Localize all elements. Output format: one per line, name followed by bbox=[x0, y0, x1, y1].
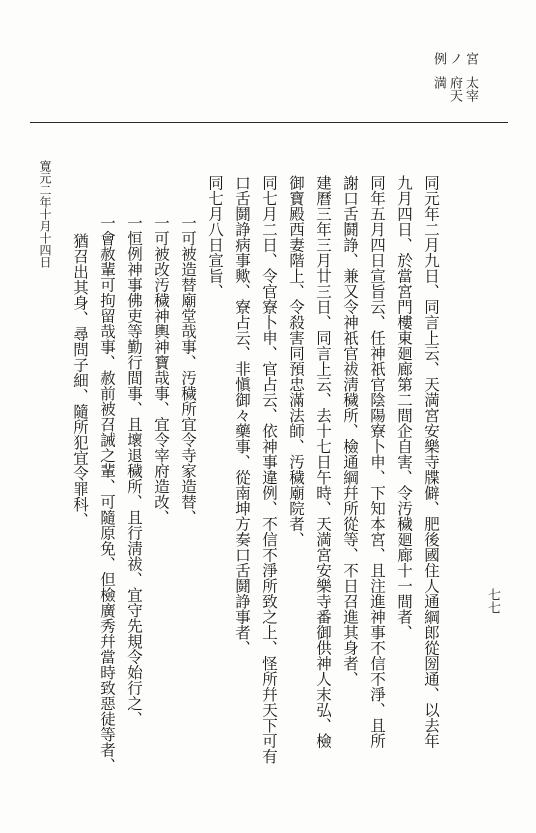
text-line-10: 一可被造替廟堂哉事、汚穢所宜令寺家造替、 bbox=[179, 215, 197, 525]
text-line-9: 同七月八日宣旨、 bbox=[206, 175, 224, 299]
header-rule bbox=[30, 122, 508, 123]
text-line-12: 一恒例神事佛吏等勤行間事、且壞退穢所、且行淸祓、宜守先規令始行之、 bbox=[125, 215, 143, 727]
text-line-8: 口舌鬪諍病事歟、寮占云、非愼御々藥事、從南坤方奏口舌鬪諍事者、 bbox=[233, 175, 251, 656]
page-number: 七七 bbox=[485, 588, 500, 614]
text-line-14: 猶召出其身、尋問子細、隨所犯宜令罪科、 bbox=[71, 233, 89, 528]
running-head-line-2: 宮ノ例 bbox=[431, 52, 478, 65]
text-line-4: 謝口舌鬪諍、兼又令神祇官祓淸穢所、檢通綱幷所從等、不日召進其身者、 bbox=[341, 175, 359, 687]
text-line-6: 御寶殿西妻階上、令殺害同預忠滿法師、汚穢廟院者、 bbox=[287, 175, 305, 547]
running-head-line-1: 太宰府天満 bbox=[431, 75, 478, 102]
text-line-11: 一可被改汚穢神輿神寶哉事、宜令宰府造改、 bbox=[152, 215, 170, 525]
text-line-3: 同年五月四日宣旨云、任神祇官陰陽寮卜申、下知本宮、且注進神事不信不淨、且所 bbox=[368, 175, 386, 749]
text-line-7: 同七月二日、令官寮卜申、官占云、依神事違例、不信不淨所致之上、怪所幷天下可有 bbox=[260, 175, 278, 764]
date-mark: 寛元二年十月十四日 bbox=[38, 160, 52, 268]
text-line-1: 同元年二月九日、同言上云、天満宮安樂寺牒僻、肥後國住人通綱郎從圀通、以去年 bbox=[422, 175, 440, 749]
running-head bbox=[430, 52, 478, 112]
text-line-2: 九月四日、於當宮門樓東廻廊第二間企自害、令汚穢廻廊十一間者、 bbox=[395, 175, 413, 640]
text-line-13: 一會赦輩可拘留哉事、赦前被召誡之輩、可隨原免、但檢廣秀幷當時致惡徒等者、 bbox=[98, 215, 116, 773]
text-line-5: 建曆三年三月廿三日、同言上云、去十七日午時、天満宮安樂寺番御供神人末弘、檢 bbox=[314, 175, 332, 749]
